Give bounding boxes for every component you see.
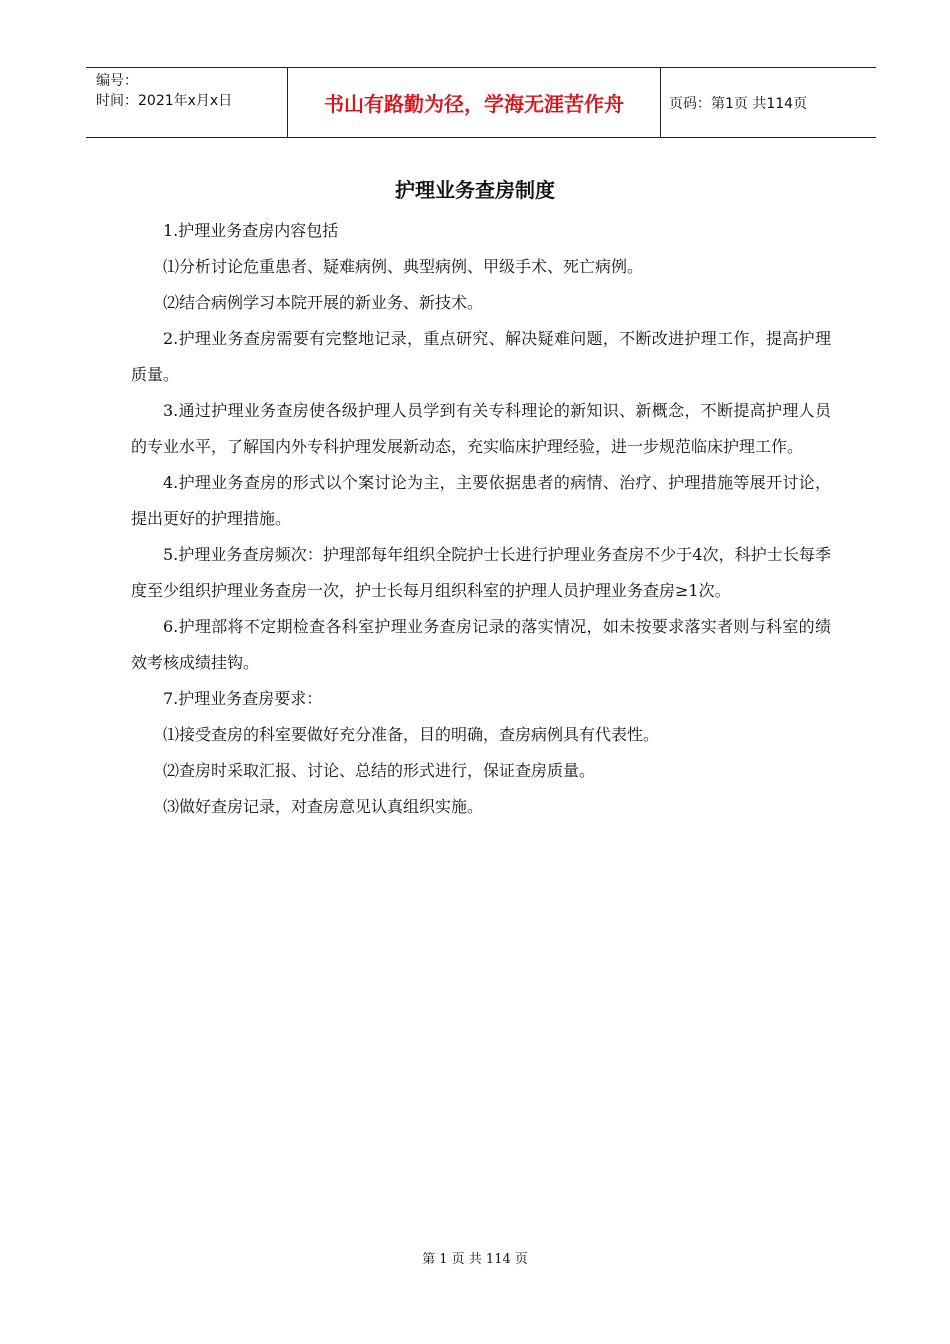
document-title: 护理业务查房制度 (395, 178, 555, 202)
header-meta-cell (86, 68, 288, 137)
paragraph: 1.护理业务查房内容包括 (163, 221, 339, 240)
page-info: 页码：第1页 共114页 (669, 95, 808, 112)
paragraph: ⑶做好查房记录，对查房意见认真组织实施。 (163, 797, 484, 816)
page-footer: 第 1 页 共 114 页 (422, 1252, 528, 1267)
time-label: 时间：2021年x月x日 (96, 93, 233, 109)
paragraph: ⑴接受查房的科室要做好充分准备，目的明确，查房病例具有代表性。 (163, 725, 660, 744)
paragraph: 4.护理业务查房的形式以个案讨论为主，主要依据患者的病情、治疗、护理措施等展开讨论，提出更好的护理措施。 (131, 473, 831, 528)
paragraph: 7.护理业务查房要求： (163, 689, 323, 708)
paragraph: ⑴分析讨论危重患者、疑难病例、典型病例、甲级手术、死亡病例。 (163, 257, 644, 276)
paragraph: 3.通过护理业务查房使各级护理人员学到有关专科理论的新知识、新概念，不断提高护理人员的专业水平，了解国内外专科护理发展新动态，充实临床护理经验，进一步规范临床护理工作。 (131, 401, 831, 456)
motto-text: 书山有路勤为径，学海无涯苦作舟 (324, 92, 624, 116)
paragraph: 6.护理部将不定期检查各科室护理业务查房记录的落实情况，如未按要求落实者则与科室的绩效考核成绩挂钩。 (131, 617, 831, 672)
paragraph: ⑵查房时采取汇报、讨论、总结的形式进行，保证查房质量。 (163, 761, 596, 780)
document-body (131, 213, 831, 825)
page-header (86, 67, 876, 138)
paragraph: 5.护理业务查房频次：护理部每年组织全院护士长进行护理业务查房不少于4次，科护士长每季度至少组织护理业务查房一次，护士长每月组织科室的护理人员护理业务查房≥1次。 (131, 545, 831, 600)
paragraph: ⑵结合病例学习本院开展的新业务、新技术。 (163, 293, 484, 312)
header-motto-cell (288, 68, 661, 137)
paragraph: 2.护理业务查房需要有完整地记录，重点研究、解决疑难问题，不断改进护理工作，提高护理质量。 (131, 329, 831, 384)
number-label: 编号： (96, 73, 138, 89)
header-page-cell (661, 68, 876, 137)
